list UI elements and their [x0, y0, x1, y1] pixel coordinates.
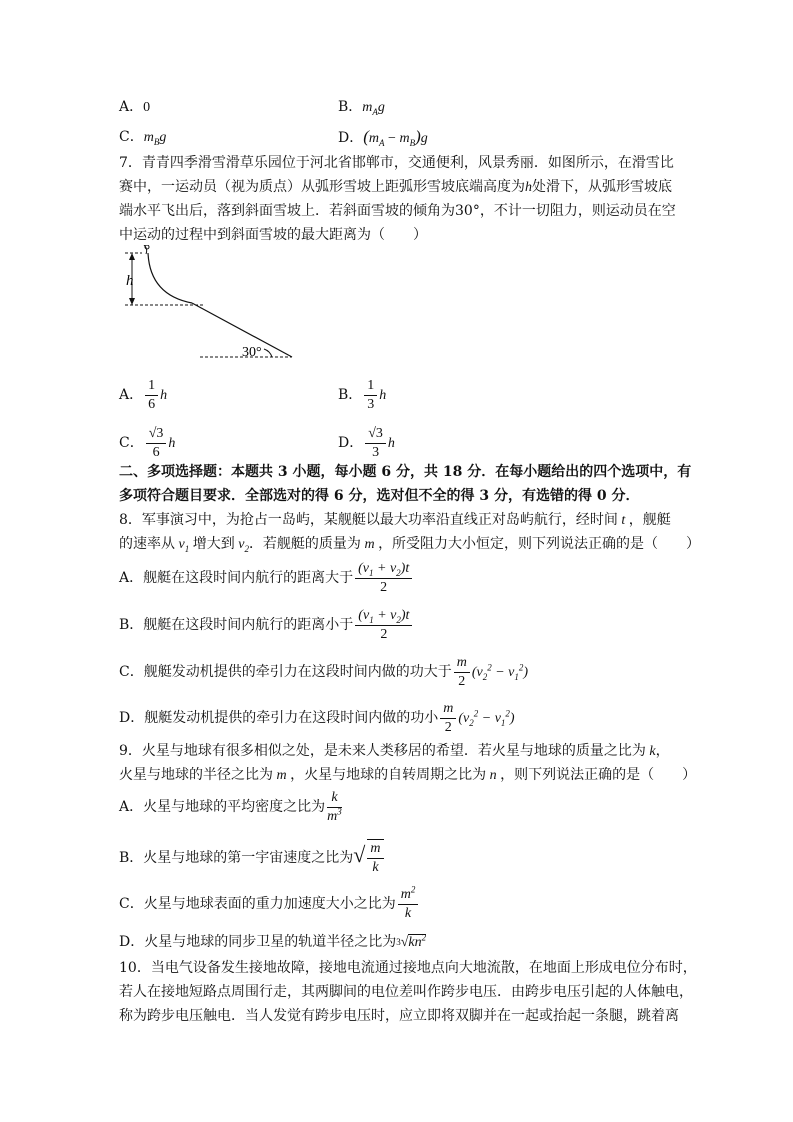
q10-text-line2: 若人在接地短路点周围行走，其两脚间的电位差叫作跨步电压．由跨步电压引起的人体触电， [119, 984, 693, 1000]
figure-angle-label: 30° [242, 345, 262, 360]
q9-option-a: A．火星与地球的平均密度之比为 $\frac{k}{m^3}$ [119, 789, 342, 824]
q6-option-a: A．0 [119, 99, 151, 115]
q7-text-line1: 7．青青四季滑雪滑草乐园位于河北省邯郸市，交通便利，风景秀丽．如图所示，在滑雪比 [119, 155, 674, 171]
q8-option-b: B．舰艇在这段时间内航行的距离小于 $\frac{(v_1 + v_2)t}{2}$ [119, 605, 414, 645]
figure-h-label: h [126, 273, 134, 289]
angle-arc [264, 349, 272, 357]
curved-slope [148, 253, 192, 303]
q7-option-b: B． $\frac{1}{3}$ h [338, 377, 387, 412]
q8-text-line1: 8．军事演习中，为抢占一岛屿，某舰艇以最大功率沿直线正对岛屿航行，经时间 t ，舰艇 [119, 512, 671, 528]
q7-text-line3: 端水平飞出后，落到斜面雪坡上．若斜面雪坡的倾角为30°，不计一切阻力，则运动员在空 [119, 203, 676, 219]
q7-option-a: A． $\frac{1}{6}$ h [119, 377, 168, 412]
q8-option-c: C．舰艇发动机提供的牵引力在这段时间内做的功大于 $\frac{m}{2}$ $(v_2^2 - v_1^2)$ [119, 654, 529, 689]
q9-option-c: C．火星与地球表面的重力加速度大小之比为 $\frac{m^2}{k}$ [119, 884, 420, 924]
section2-instructions-line1: 二、多项选择题：本题共 3 小题，每小题 6 分，共 18 分．在每小题给出的四个选项中，有 [119, 464, 692, 480]
q7-text-line2: 赛中，一运动员（视为质点）从弧形雪坡上距弧形雪坡底端高度为h处滑下，从弧形雪坡底 [119, 179, 672, 195]
q8-option-a: A．舰艇在这段时间内航行的距离大于 $\frac{(v_1 + v_2)t}{2}$ [119, 558, 414, 598]
q8-text-line2: 的速率从 $v_1$ 增大到 $v_2$．若舰艇的质量为 m ，所受阻力大小恒定，则下列说法正确的是（ ） [119, 536, 701, 554]
q6-option-b: B．$m_Ag$ [338, 99, 385, 117]
q8-option-d: D．舰艇发动机提供的牵引力在这段时间内做的功小 $\frac{m}{2}$ $(v_2^2 - v_1^2)$ [119, 700, 515, 735]
q10-text-line1: 10．当电气设备发生接地故障，接地电流通过接地点向大地流散，在地面上形成电位分布时， [119, 960, 697, 976]
q9-option-b: B．火星与地球的第一宇宙速度之比为√ $\frac{m}{k}$ [119, 835, 386, 878]
ski-slope-figure [120, 245, 310, 365]
section2-instructions-line2: 多项符合题目要求．全部选对的得 6 分，选对但不全的得 3 分，有选错的得 0 分． [119, 488, 640, 504]
q9-text-line2: 火星与地球的半径之比为 m ，火星与地球的自转周期之比为 n ，则下列说法正确的是（ ） [119, 767, 697, 783]
q10-text-line3: 称为跨步电压触电．当人发觉有跨步电压时，应立即将双脚并在一起或抬起一条腿，跳着离 [119, 1008, 679, 1024]
q9-option-d: D．火星与地球的同步卫星的轨道半径之比为$^3√kn^2$ [119, 932, 427, 950]
q7-option-d: D． $\frac{√3}{3}$ h [338, 425, 395, 460]
q6-option-d: D．$(m_A - m_B)g$ [338, 127, 428, 148]
q7-text-line4: 中运动的过程中到斜面雪坡的最大距离为（ ） [119, 227, 427, 243]
q7-option-c: C． $\frac{√3}{6}$ h [119, 425, 176, 460]
q6-option-c: C．$m_Bg$ [119, 129, 167, 147]
q9-text-line1: 9．火星与地球有很多相似之处，是未来人类移居的希望．若火星与地球的质量之比为 k， [119, 743, 670, 759]
